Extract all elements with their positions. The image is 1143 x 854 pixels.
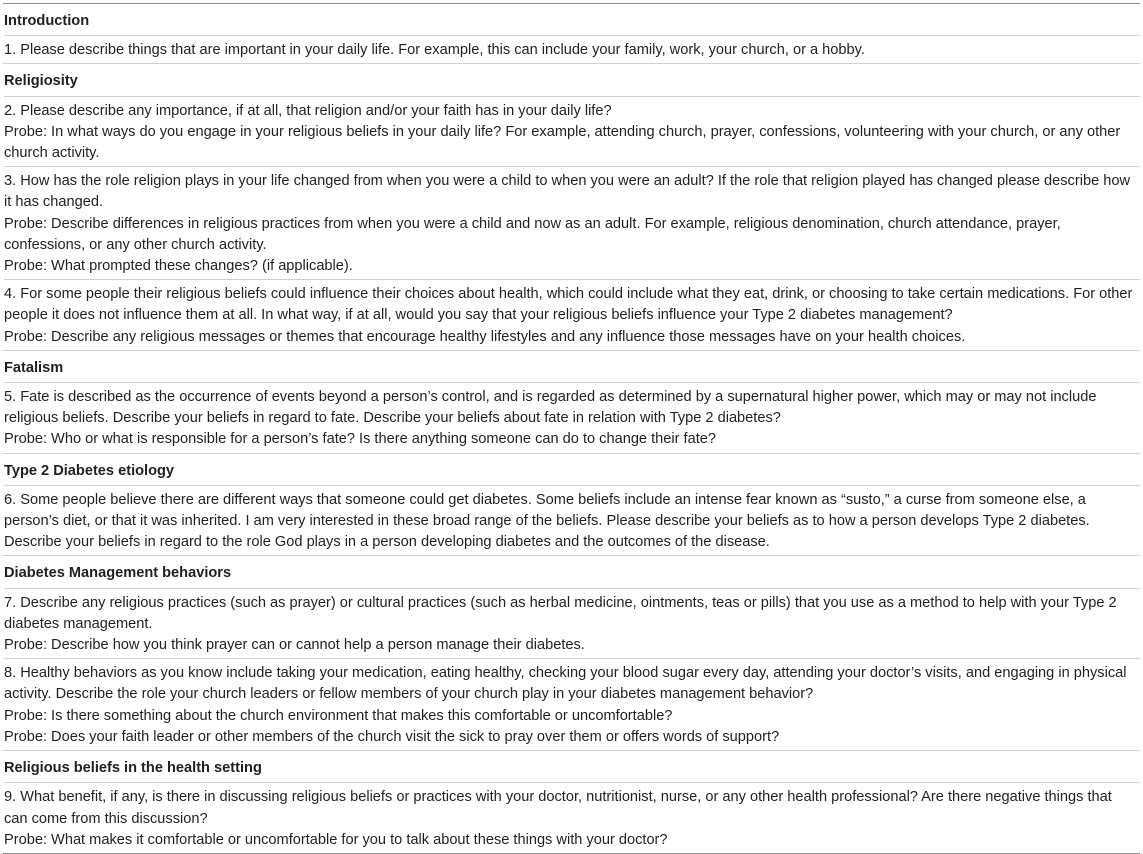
question-text: 8. Healthy behaviors as you know include taking your medication, eating healthy, checking your blood sugar every day, attending your doctor’s visits, and engaging in physical activity. Describe the role your church leaders or fellow members of your church play in your diabetes management behavior?	[4, 665, 1127, 703]
probe-text: Probe: In what ways do you engage in your religious beliefs in your daily life? For example, attending church, prayer, confessions, volunteering with your church, or any other church activity.	[4, 123, 1121, 162]
question-block	[4, 588, 1140, 659]
question-text: 5. Fate is described as the occurrence of events beyond a person’s control, and is regarded as determined by a supernatural higher power, which may or may not include religious beliefs. Describe your beliefs in regard to fate. Describe your beliefs about fate in relation with Type 2 diabetes?	[4, 389, 1097, 427]
question-block	[4, 35, 1140, 63]
section	[3, 63, 1140, 349]
question-text: 3. How has the role religion plays in your life changed from when you were a child to when you were an adult? If the role that religion played has changed please describe how it has changed.	[4, 173, 1131, 211]
probe-text: Probe: Describe differences in religious practices from when you were a child and now as an adult. For example, religious denomination, church attendance, prayer, confessions, or any other church activity.	[4, 215, 1061, 253]
question-block	[4, 96, 1140, 167]
section	[3, 350, 1140, 453]
question-text: 4. For some people their religious beliefs could influence their choices about health, which could include what they eat, drink, or choosing to take certain medications. For other people it does not influence them at all. In what way, if at all, would you say that your religious beliefs influence your Type 2 diabetes management?	[4, 286, 1133, 324]
probe-text: Probe: Describe any religious messages or themes that encourage healthy lifestyles and any influence those messages have on your health choices.	[4, 328, 966, 345]
question-text: 6. Some people believe there are different ways that someone could get diabetes. Some beliefs include an intense fear known as “susto,” a curse from someone else, a person’s diet, or that it was inherited. I am very interested in these broad range of the beliefs. Please describe your beliefs as to how a person develops Type 2 diabetes. Describe your beliefs in regard to the role God plays in a person developing diabetes and the outcomes of the disease.	[4, 491, 1090, 551]
section-heading: Type 2 Diabetes etiology	[4, 462, 175, 479]
question-text: 2. Please describe any importance, if at all, that religion and/or your faith has in your daily life?	[4, 102, 612, 119]
question-block	[4, 279, 1140, 350]
probe-text: Probe: Is there something about the church environment that makes this comfortable or uncomfortable?	[4, 707, 673, 724]
section-heading: Diabetes Management behaviors	[4, 565, 232, 582]
question-block	[4, 382, 1140, 453]
question-text: 9. What benefit, if any, is there in discussing religious beliefs or practices with your doctor, nutritionist, nurse, or any other health professional? Are there negative things that can come from this discussion?	[4, 789, 1112, 827]
probe-text: Probe: What prompted these changes? (if applicable).	[4, 258, 353, 275]
probe-text: Probe: Does your faith leader or other members of the church visit the sick to pray over them or offers words of support?	[4, 728, 780, 745]
section	[3, 4, 1140, 63]
probe-text: Probe: Describe how you think prayer can or cannot help a person manage their diabetes.	[4, 637, 585, 654]
section-heading: Religious beliefs in the health setting	[4, 760, 262, 777]
probe-text: Probe: Who or what is responsible for a person’s fate? Is there anything someone can do to change their fate?	[4, 431, 717, 448]
section	[3, 750, 1140, 853]
section-heading: Religiosity	[4, 73, 78, 90]
interview-guide-table	[3, 3, 1140, 854]
section-heading: Introduction	[4, 13, 90, 29]
question-block	[4, 485, 1140, 556]
question-block	[4, 166, 1140, 279]
section-heading: Fatalism	[4, 359, 64, 376]
question-text: 1. Please describe things that are important in your daily life. For example, this can include your family, work, your church, or a hobby.	[4, 42, 865, 59]
probe-text: Probe: What makes it comfortable or uncomfortable for you to talk about these things with your doctor?	[4, 831, 668, 848]
section	[3, 453, 1140, 556]
section	[3, 555, 1140, 750]
question-text: 7. Describe any religious practices (such as prayer) or cultural practices (such as herbal medicine, ointments, teas or pills) that you use as a method to help with your Type 2 diabetes management.	[4, 594, 1117, 632]
question-block	[4, 658, 1140, 750]
question-block	[4, 782, 1140, 853]
